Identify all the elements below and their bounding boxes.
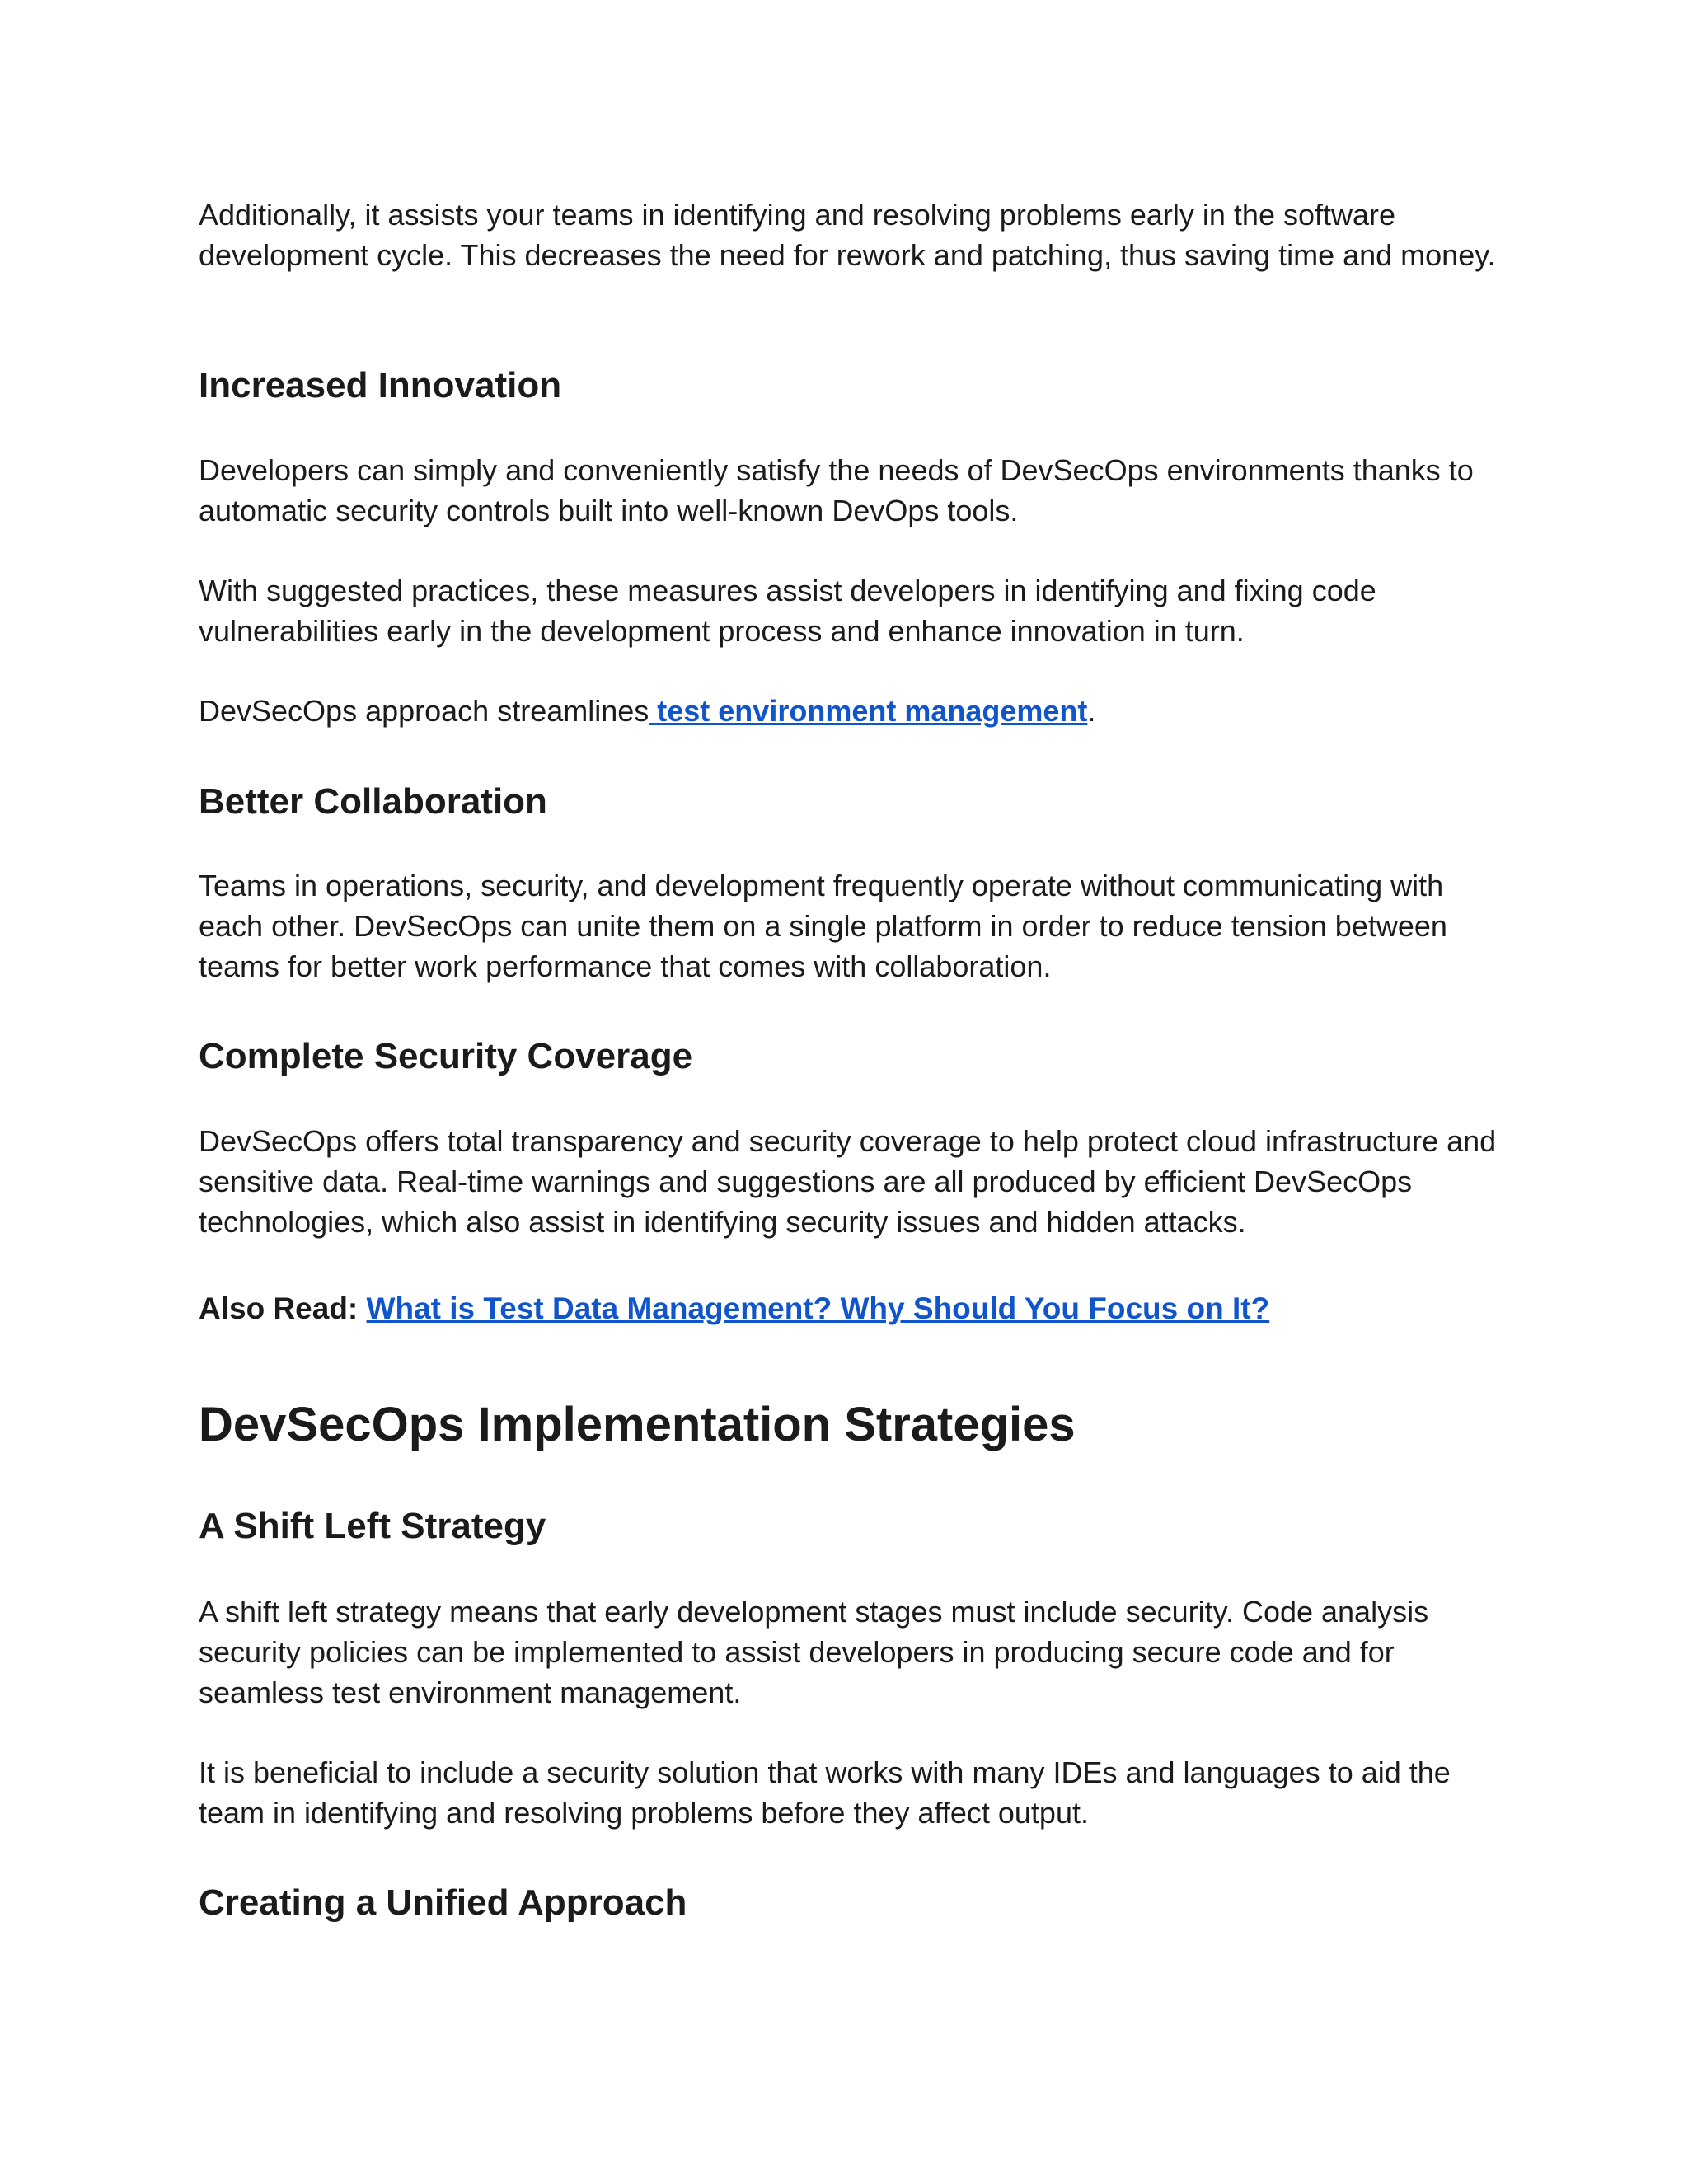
heading-implementation-strategies: DevSecOps Implementation Strategies xyxy=(199,1398,1076,1451)
paragraph-suggested-practices: With suggested practices, these measures assist developers in identifying and fixing code vulnerabilities early in the development process and enhance innovation in turn. xyxy=(199,574,1376,648)
also-read-label: Also Read: xyxy=(199,1291,367,1325)
heading-shift-left-strategy: A Shift Left Strategy xyxy=(199,1506,546,1546)
heading-complete-security-coverage: Complete Security Coverage xyxy=(199,1036,693,1076)
streamlines-text: DevSecOps approach streamlines xyxy=(199,694,649,728)
heading-better-collaboration: Better Collaboration xyxy=(199,781,547,822)
paragraph-cost-savings: Additionally, it assists your teams in identifying and resolving problems early in the software development cycle. This decreases the need for rework and patching, thus saving time and money. xyxy=(199,198,1496,272)
also-read xyxy=(199,1289,1501,1329)
paragraph-streamlines xyxy=(199,691,1501,731)
paragraph-security-solution: It is beneficial to include a security solution that works with many IDEs and languages to aid the team in identifying and resolving problems before they affect output. xyxy=(199,1755,1451,1830)
period-text: . xyxy=(1087,694,1096,728)
paragraph-teams-operations: Teams in operations, security, and development frequently operate without communicating with each other. DevSecOps can unite them on a single platform in order to reduce tension between teams for better work performance that comes with collaboration. xyxy=(199,869,1447,983)
paragraph-shift-left: A shift left strategy means that early development stages must include security. Code analysis security policies can be implemented to assist developers in producing secure code and for seamless test environment management. xyxy=(199,1595,1429,1709)
test-environment-management-link[interactable]: test environment management xyxy=(649,694,1088,728)
paragraph-transparency: DevSecOps offers total transparency and security coverage to help protect cloud infrastructure and sensitive data. Real-time warnings and suggestions are all produced by efficient DevSecOps technologies, which also assist in identifying security issues and hidden attacks. xyxy=(199,1124,1497,1239)
heading-increased-innovation: Increased Innovation xyxy=(199,365,562,405)
paragraph-devsecops-needs: Developers can simply and conveniently satisfy the needs of DevSecOps environments thanks to automatic security controls built into well-known DevOps tools. xyxy=(199,453,1474,527)
heading-unified-approach: Creating a Unified Approach xyxy=(199,1882,687,1923)
also-read-link[interactable]: What is Test Data Management? Why Should You Focus on It? xyxy=(366,1291,1270,1325)
